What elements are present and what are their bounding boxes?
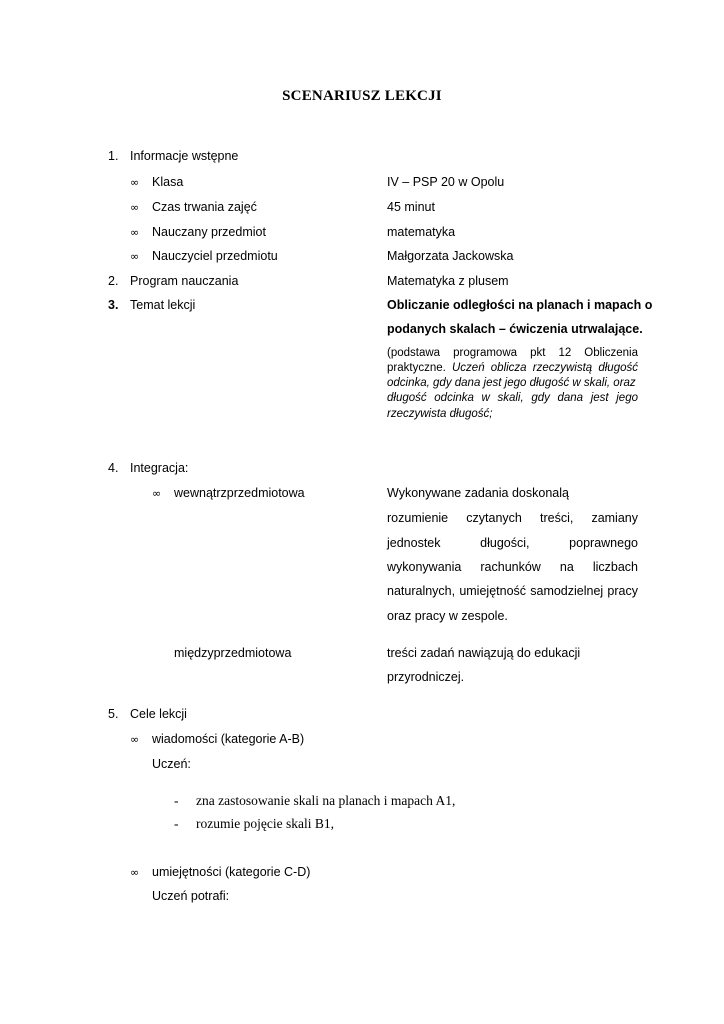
document-title: SCENARIUSZ LEKCJI [282,88,442,104]
info-label-teacher: Nauczyciel przedmiotu [152,249,278,263]
lesson-topic-line-1: Obliczanie odległości na planach i mapach o [387,298,653,312]
bullet-icon: ∞ [130,250,140,263]
goals-skills-intro: Uczeń potrafi: [152,889,230,903]
curriculum-basis-line-2-plain: praktyczne. [387,362,446,374]
lesson-topic-line-2: podanych skalach – ćwiczenia utrwalające. [387,322,643,336]
info-value-duration: 45 minut [387,200,435,214]
curriculum-basis-line-1: (podstawa programowa pkt 12 Obliczenia [387,347,638,359]
section-1-label: Informacje wstępne [130,149,239,163]
curriculum-basis-line-2 [387,363,638,375]
section-3-number: 3. [108,298,119,312]
bullet-icon: ∞ [130,201,140,214]
section-4-label: Integracja: [130,461,189,475]
info-value-class: IV – PSP 20 w Opolu [387,175,505,189]
section-1-number: 1. [108,149,119,163]
integration-intra-line-3: jednostek długości, poprawnego [387,536,638,550]
integration-intra-label: wewnątrzprzedmiotowa [174,486,305,500]
info-value-teacher: Małgorzata Jackowska [387,249,514,263]
curriculum-basis-line-3: odcinka, gdy dana jest jego długość w skali, oraz [387,377,636,389]
integration-intra-line-6: oraz pracy w zespole. [387,609,508,623]
info-label-duration: Czas trwania zajęć [152,200,257,214]
goals-skills-label: umiejętności (kategorie C-D) [152,865,311,879]
goals-knowledge-intro: Uczeń: [152,757,191,771]
bullet-icon: ∞ [152,487,162,500]
integration-intra-line-2: rozumienie czytanych treści, zamiany [387,511,638,525]
integration-inter-label: międzyprzedmiotowa [174,646,292,660]
curriculum-basis-line-2-italic: Uczeń oblicza rzeczywistą długość [452,362,638,374]
goals-knowledge-label: wiadomości (kategorie A-B) [152,732,305,746]
integration-intra-line-5: naturalnych, umiejętność samodzielnej pracy [387,584,638,598]
section-2-value: Matematyka z plusem [387,274,509,288]
goals-knowledge-item-1: zna zastosowanie skali na planach i mapach A1, [196,793,456,808]
info-value-subject: matematyka [387,225,456,239]
integration-inter-line-2: przyrodniczej. [387,670,465,684]
goals-knowledge-item-2: rozumie pojęcie skali B1, [196,816,334,831]
info-label-subject: Nauczany przedmiot [152,225,266,239]
list-dash: - [174,816,179,831]
bullet-icon: ∞ [130,866,140,879]
integration-intra-line-1: Wykonywane zadania doskonalą [387,486,569,500]
info-label-class: Klasa [152,175,184,189]
section-5-number: 5. [108,707,119,721]
section-5-label: Cele lekcji [130,707,187,721]
integration-intra-line-4: wykonywania rachunków na liczbach [387,560,638,574]
section-2-number: 2. [108,274,119,288]
bullet-icon: ∞ [130,733,140,746]
bullet-icon: ∞ [130,176,140,189]
integration-inter-line-1: treści zadań nawiązują do edukacji [387,646,581,660]
section-2-label: Program nauczania [130,274,239,288]
curriculum-basis-line-5: rzeczywista długość; [387,408,493,420]
section-4-number: 4. [108,461,119,475]
bullet-icon: ∞ [130,226,140,239]
section-3-label: Temat lekcji [130,298,196,312]
list-dash: - [174,793,179,808]
curriculum-basis-line-4: długość odcinka w skali, gdy dana jest jego [387,392,638,404]
